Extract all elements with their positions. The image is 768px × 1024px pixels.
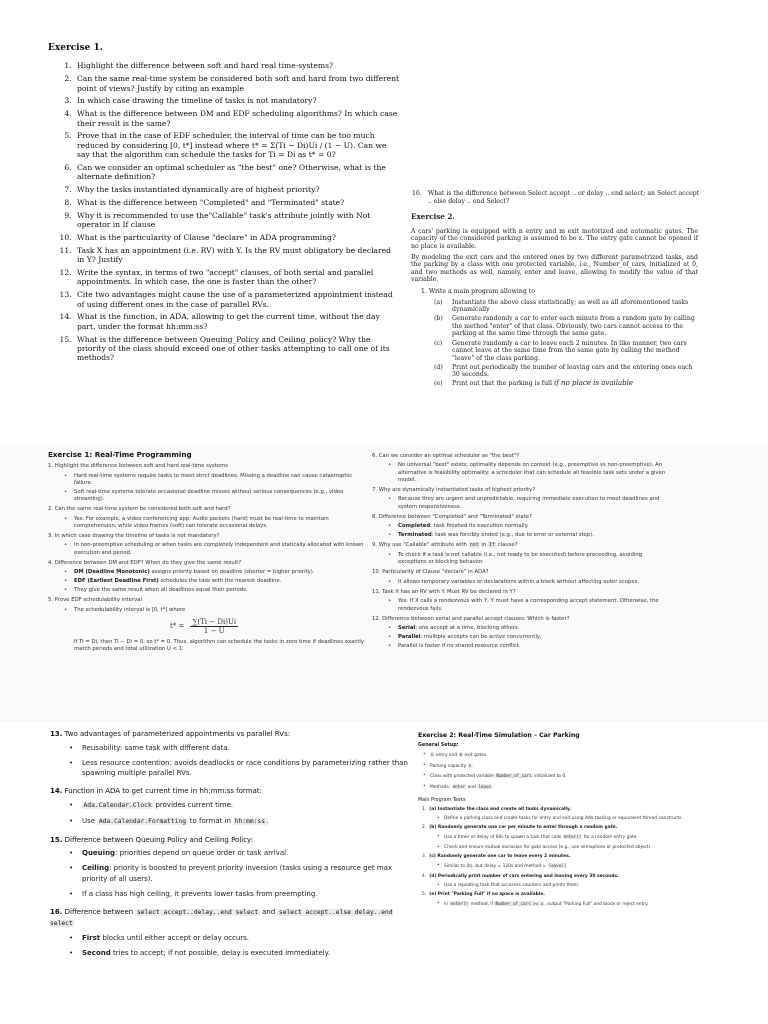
code: hh:mm:ss bbox=[234, 817, 266, 825]
text: : priority is boosted to prevent priority inversion (tasks using a resource get max priority of all users). bbox=[82, 864, 393, 883]
text: : task was forcibly ended (e.g., due to error or external stop). bbox=[431, 532, 594, 539]
question-item: 9. Why it is recommended to use the"Callable" task's attribute jointly with Not operator in If clause bbox=[74, 211, 400, 230]
code: Number_of_cars bbox=[496, 773, 532, 778]
step-number: 5. bbox=[422, 892, 427, 897]
formula-lhs: t* = bbox=[170, 622, 185, 631]
answer-bullet bbox=[82, 848, 408, 859]
step-text: (d) Periodically print number of cars entering and leaving every 30 seconds. bbox=[429, 873, 619, 879]
answer-heading: 3. In which case drawing the timeline of tasks is not mandatory? bbox=[48, 533, 220, 540]
step-number: 3. bbox=[422, 854, 427, 859]
answer-bullet: • Yes. If X calls a rendezvous with Y, Y must have a corresponding accept statement. Otherwise, the rendezvous fails. bbox=[398, 598, 672, 613]
answers-left-column bbox=[48, 444, 368, 653]
code: n bbox=[431, 752, 434, 757]
code: leave() bbox=[548, 863, 567, 868]
answer-heading: 4. Difference between DM and EDF? When do they give the same result? bbox=[48, 560, 242, 567]
subquestion-label: (b) bbox=[434, 315, 443, 323]
answer-heading bbox=[372, 542, 672, 549]
handwritten-annotation: if no place is available bbox=[554, 379, 634, 388]
text: Methods: bbox=[430, 784, 452, 790]
answer-bullet bbox=[82, 863, 408, 885]
question-item: 8. What is the difference between "Completed" and "Terminated" state? bbox=[74, 198, 400, 207]
code: leave bbox=[478, 783, 491, 789]
step-bullet bbox=[444, 900, 708, 908]
text: schedules the task with the nearest deadline. bbox=[158, 578, 282, 585]
text: and bbox=[259, 907, 278, 916]
step-bullet: • Check and ensure mutual exclusion for gate access (e.g., use semaphore or protected object). bbox=[444, 844, 708, 851]
term: Second bbox=[82, 948, 111, 957]
task-step bbox=[422, 806, 708, 813]
step-number: 1. bbox=[422, 806, 427, 812]
answer-bullet bbox=[74, 578, 368, 585]
subquestion-text: Generate randomly a car to leave each 2 minutes. In like manner, two cars cannot leave at the same time from the same gate by calling the method "leave" of the class parking. bbox=[452, 339, 687, 362]
question-item: 11. Task X has an appointment (i.e. RV) with Y. Is the RV must obligatory be declared in Y? Justify bbox=[74, 246, 400, 265]
text: blocks until either accept or delay occurs. bbox=[100, 934, 250, 943]
question-item: 7. Why the tasks instantiated dynamically are of highest priority? bbox=[74, 185, 400, 194]
answer-heading: 6. Can we consider an optimal scheduler as "the best"? bbox=[372, 453, 520, 459]
answer-bullet: • It allows temporary variables or declarations within a block without affecting outer scopes. bbox=[398, 579, 672, 586]
subquestion-text: Print out periodically the number of leaving cars and the entering ones each 30 seconds. bbox=[452, 363, 693, 379]
code: enter bbox=[452, 783, 466, 789]
text: tries to accept; if not possible, delay is executed immediately. bbox=[110, 948, 330, 957]
step-text: (a) Instantiate the class and create all tasks dynamically. bbox=[429, 806, 572, 812]
code: not bbox=[469, 542, 479, 549]
text: In bbox=[444, 902, 450, 907]
exercise-1-question-list bbox=[28, 61, 400, 362]
subquestion-item bbox=[434, 315, 698, 338]
question-16-text: What is the difference between Select accept .. or delay .. end select; an Select accept .. else delay .. end Select? bbox=[427, 190, 700, 205]
text: Function in ADA to get current time in hh:mm:ss format: bbox=[62, 787, 262, 796]
text: Difference between Queuing Policy and Ceiling Policy: bbox=[62, 835, 254, 844]
text: . bbox=[567, 864, 569, 869]
exercise-1-title: Exercise 1. bbox=[48, 43, 103, 53]
text: Difference between bbox=[62, 907, 136, 916]
step-bullet: • Use a repeating task that accesses counters and prints them. bbox=[444, 882, 708, 889]
number: 16. bbox=[50, 907, 63, 916]
task-step bbox=[422, 891, 708, 898]
answer-heading bbox=[50, 786, 418, 797]
step-number: 2. bbox=[422, 825, 427, 830]
subquestion-text-printed: Print out that the parking is full bbox=[452, 380, 553, 388]
setup-bullet bbox=[430, 783, 708, 791]
subquestion-text: Instantiate the above class statistically; as well as all aforementioned tasks dynamically bbox=[452, 298, 689, 314]
code: enter() bbox=[450, 901, 469, 906]
term: Terminated bbox=[398, 532, 432, 539]
question-item: 14. What is the function, in ADA, allowing to get the current time, without the day part, under the format hh:mm:ss? bbox=[74, 312, 400, 331]
code: m bbox=[459, 752, 463, 757]
term: Reusability bbox=[82, 743, 120, 752]
setup-bullet bbox=[430, 762, 708, 770]
step-bullet: • Define a parking class and create tasks for entry and exit using Ada tasking or equivalent thread constructs. bbox=[444, 815, 708, 822]
answer-heading: 1. Highlight the difference between soft and hard real-time systems bbox=[48, 463, 228, 470]
question-item: 12. Write the syntax, in terms of two "accept" clauses, of both serial and parallel appointments. In which case, the one is faster than the other? bbox=[74, 268, 400, 287]
answer-heading bbox=[50, 835, 418, 846]
answer-bullet bbox=[82, 816, 408, 828]
general-setup-heading: General Setup: bbox=[418, 743, 459, 748]
step-number: 4. bbox=[422, 873, 427, 879]
answers-sheet-part-1 bbox=[0, 444, 768, 722]
subquestion-label: (d) bbox=[434, 363, 443, 371]
answers-sheet-part-3 bbox=[418, 728, 708, 1024]
term: Serial bbox=[398, 625, 416, 632]
text: exit gates. bbox=[463, 753, 488, 758]
text: : task finished its execution normally. bbox=[430, 523, 529, 530]
number: 15. bbox=[50, 835, 63, 844]
exam-page-exercise-1 bbox=[28, 30, 400, 440]
task-step bbox=[422, 853, 708, 860]
step-text: (c) Randomly generate one car to leave every 2 minutes. bbox=[429, 854, 571, 859]
exercise-2-step-1: 1. Write a main program allowing to bbox=[421, 287, 536, 295]
answer-heading: 12. Difference between serial and parallel accept clauses. Which is faster? bbox=[372, 615, 570, 622]
text: . bbox=[491, 784, 494, 790]
answer-heading: 8. Difference between "Completed" and "Terminated" state? bbox=[372, 514, 532, 521]
subquestion-label: (e) bbox=[434, 380, 443, 388]
answer-bullet: • Hard real-time systems require tasks to meet strict deadlines. Missing a deadline can cause catastrophic failure. bbox=[74, 473, 368, 488]
exam-page-exercise-2 bbox=[404, 182, 704, 466]
question-item: 13. Cite two advantages might cause the use of a parameterized appointment instead of using different ones in the case of parallel RVs. bbox=[74, 290, 400, 309]
text: : one accept at a time, blocking others. bbox=[415, 625, 520, 632]
term: Ceiling bbox=[82, 864, 110, 873]
step-text: (e) Print "Parking Full" if no space is available. bbox=[429, 892, 545, 897]
question-item: 15. What is the difference between Queuing_Policy and Ceiling_policy? Why the priority of the class should exceed one of other tasks attempting to call one of its methods? bbox=[74, 335, 400, 363]
code: enter() bbox=[563, 834, 582, 839]
question-item: 5. Prove that in the case of EDF scheduler, the interval of time can be too much reduced by considering [0, t*] instead where t* = Σ(Ti − Di)Ui / (1 − U). Can we say that the algorithm can schedule the tasks for Ti = Di as t* = 0? bbox=[74, 131, 400, 159]
code: Ada.Calendar.Formatting bbox=[98, 817, 187, 825]
term: Queuing bbox=[82, 849, 116, 858]
question-item: 4. What is the difference between DM and EDF scheduling algorithms? In which case their result is the same? bbox=[74, 109, 400, 128]
text: Two advantages of parameterized appointments vs parallel RVs: bbox=[62, 730, 291, 738]
text: in bbox=[479, 542, 488, 549]
term: Completed bbox=[398, 523, 431, 530]
task-step bbox=[422, 824, 708, 831]
answer-heading: 7. Why are dynamically instantiated tasks of highest priority? bbox=[372, 487, 536, 494]
answer-bullet: • The schedulability interval is [0, t*] where bbox=[74, 607, 368, 614]
answer-note: If Ti = Di, then Ti − Di = 0, so t* = 0. Thus, algorithm can schedule the tasks in zero time if deadlines exactly match periods and total utilization U < 1. bbox=[74, 638, 365, 653]
answer-bullet bbox=[82, 948, 408, 959]
question-item: 3. In which case drawing the timeline of tasks is not mandatory? bbox=[74, 96, 400, 105]
text: provides current time. bbox=[153, 800, 234, 809]
term: Parallel bbox=[398, 633, 421, 640]
subquestion-item bbox=[434, 364, 698, 379]
answer-bullet: • If a class has high ceiling, it prevents lower tasks from preempting. bbox=[82, 889, 408, 900]
text: to format in bbox=[187, 816, 234, 825]
question-item: 6. Can we consider an optimal scheduler as "the best" one? Otherwise, what is the alternate definition? bbox=[74, 163, 400, 182]
subquestion-label: (a) bbox=[434, 298, 443, 306]
subquestion-item bbox=[434, 299, 698, 314]
answer-bullet bbox=[82, 743, 408, 754]
text: Similar to (b), but delay = 120s and method = bbox=[444, 864, 548, 869]
number: 13. bbox=[50, 730, 63, 738]
answer-heading bbox=[50, 729, 418, 740]
answer-heading: 2. Can the same real-time system be considered both soft and hard? bbox=[48, 506, 231, 513]
exercise-2-modeling: By modeling the exit cars and the entered ones by two different parametrized tasks, and the parking by a class with one protected variable, i.e., Number_of_cars, initialized at 0, and two methods as well, namely, enter and leave, allowing to modify the value of that variable, bbox=[411, 253, 698, 284]
text: : same task with different data. bbox=[119, 743, 230, 752]
term: First bbox=[82, 934, 101, 943]
answers-sheet-part-2 bbox=[0, 722, 418, 1024]
edf-formula bbox=[170, 618, 368, 635]
answer-bullet bbox=[398, 532, 672, 539]
code: select accept..else delay..end select bbox=[50, 908, 393, 928]
setup-bullet bbox=[430, 772, 708, 780]
answer-bullet: • Soft real-time systems tolerate occasional deadline misses without serious consequences (e.g., video streaming). bbox=[74, 489, 368, 504]
code: x bbox=[468, 762, 472, 768]
text: . bbox=[266, 816, 269, 825]
answer-bullet bbox=[82, 933, 408, 944]
exercise-2-subquestions bbox=[434, 299, 698, 389]
text: Use bbox=[82, 816, 98, 825]
text: : priorities depend on queue order or task arrival. bbox=[115, 849, 289, 858]
text: Class with protected variable bbox=[430, 774, 496, 779]
answer-bullet: • Yes. For example, a video conferencing app: Audio packets (hard) must be real-time to maintain comprehension, while video frames (soft) can tolerate occasional delays. bbox=[74, 516, 368, 531]
formula-denominator: 1 − U bbox=[203, 626, 225, 635]
code: Ada.Calendar.Clock bbox=[83, 801, 152, 809]
answer-bullet: • Less resource contention: avoids deadlocks or race conditions by parameterizing rather than spawning multiple parallel RVs. bbox=[82, 758, 408, 780]
formula-numerator: ∑(Ti − Di)Ui bbox=[192, 617, 237, 626]
setup-bullet bbox=[430, 751, 708, 759]
main-program-heading: Main Program Tasks bbox=[418, 797, 466, 803]
subquestion-item bbox=[434, 380, 698, 388]
text: and bbox=[466, 784, 478, 790]
answer-bullet: • Parallel is faster if no shared resource conflict. bbox=[398, 643, 672, 650]
text: 9. Why use "Callable" attribute with bbox=[372, 542, 469, 549]
text: Parking capacity bbox=[430, 763, 468, 769]
question-16-number: 16. bbox=[412, 190, 422, 197]
answer-bullet bbox=[74, 569, 368, 576]
text: initialized to 0. bbox=[532, 774, 567, 779]
answer-bullet: • Because they are urgent and unpredictable, requiring immediate execution to meet deadlines and system responsiveness. bbox=[398, 496, 672, 511]
question-16 bbox=[404, 182, 704, 205]
answer-bullet: • In non-preemptive scheduling or when tasks are completely independent and statically allocated with known execution and period. bbox=[74, 542, 368, 557]
text: entry and bbox=[434, 753, 459, 758]
question-item: 2. Can the same real-time system be considered both soft and hard from two different point of views? Justify by citing an example bbox=[74, 74, 400, 93]
text: assigns priority based on deadline (shorter = higher priority). bbox=[149, 569, 315, 576]
step-bullet bbox=[444, 862, 708, 870]
answer-bullet bbox=[398, 523, 672, 530]
answer-bullet bbox=[398, 625, 672, 632]
term: DM (Deadline Monotonic) bbox=[74, 569, 150, 576]
exercise-2-intro: A cars' parking is equipped with n entry and m exit motorized and automatic gates. The capacity of the considered parking is assumed to be x. The entry gate cannot be opened if no place is available. bbox=[411, 227, 698, 250]
answer-bullet: • They give the same result when all deadlines equal their periods. bbox=[74, 587, 368, 594]
answer-bullet bbox=[82, 800, 408, 812]
number: 14. bbox=[50, 787, 63, 796]
answer-bullet: • No universal "best" exists; optimality depends on context (e.g., preemptive vs non-preemptive). An alternative is feasibility optimality: a scheduler that can schedule all feasible task sets under a given model. bbox=[398, 462, 672, 484]
code: If bbox=[488, 542, 495, 549]
step-text: (b) Randomly generate one car per minute to enter through a random gate. bbox=[429, 825, 618, 830]
answer-bullet: • To check if a task is not callable (i.e., not ready to be executed) before proceeding, avoiding exceptions or blocking behavior. bbox=[398, 552, 672, 567]
answers-3-title: Exercise 2: Real-Time Simulation – Car Parking bbox=[418, 732, 580, 739]
text: : multiple accepts can be active concurrently. bbox=[420, 633, 541, 640]
question-item: 1. Highlight the difference between soft and hard real time-systems? bbox=[74, 61, 400, 70]
answer-heading: 11. Task X has an RV with Y. Must RV be declared in Y? bbox=[372, 588, 516, 595]
term: EDF (Earliest Deadline First) bbox=[74, 578, 159, 585]
subquestion-text bbox=[452, 380, 633, 388]
code: select accept..delay..end select bbox=[136, 908, 259, 916]
subquestion-item bbox=[434, 340, 698, 363]
step-bullet bbox=[444, 833, 708, 841]
answers-title: Exercise 1: Real-Time Programming bbox=[48, 450, 192, 459]
text: clause? bbox=[495, 542, 518, 549]
exercise-2-title: Exercise 2. bbox=[411, 212, 455, 222]
text: . bbox=[472, 763, 474, 769]
question-item: 10. What is the particularity of Clause "declare" in ADA programming? bbox=[74, 233, 400, 242]
text: for a random entry gate. bbox=[582, 835, 638, 840]
answers-right-column bbox=[372, 444, 672, 652]
subquestion-text: Generate randomly a car to enter each minute from a random gate by calling the method "enter" of that class. Obviously, two cars cannot access to the parking at the same time through the same gate. bbox=[452, 315, 695, 338]
answer-heading bbox=[50, 907, 418, 931]
answer-heading: 10. Particularity of Clause "declare" in ADA? bbox=[372, 569, 489, 576]
subquestion-label: (c) bbox=[434, 339, 443, 347]
text: Use a timer or delay of 60s to spawn a task that calls bbox=[444, 835, 563, 840]
text: , output "Parking Full" and block or reject entry. bbox=[544, 902, 649, 907]
task-step bbox=[422, 873, 708, 880]
formula-fraction bbox=[190, 618, 238, 635]
answer-heading: 5. Prove EDF schedulability interval bbox=[48, 597, 142, 604]
code: Number_of_cars >= x bbox=[495, 901, 544, 906]
text: method, if bbox=[469, 902, 495, 907]
answer-bullet bbox=[398, 634, 672, 641]
